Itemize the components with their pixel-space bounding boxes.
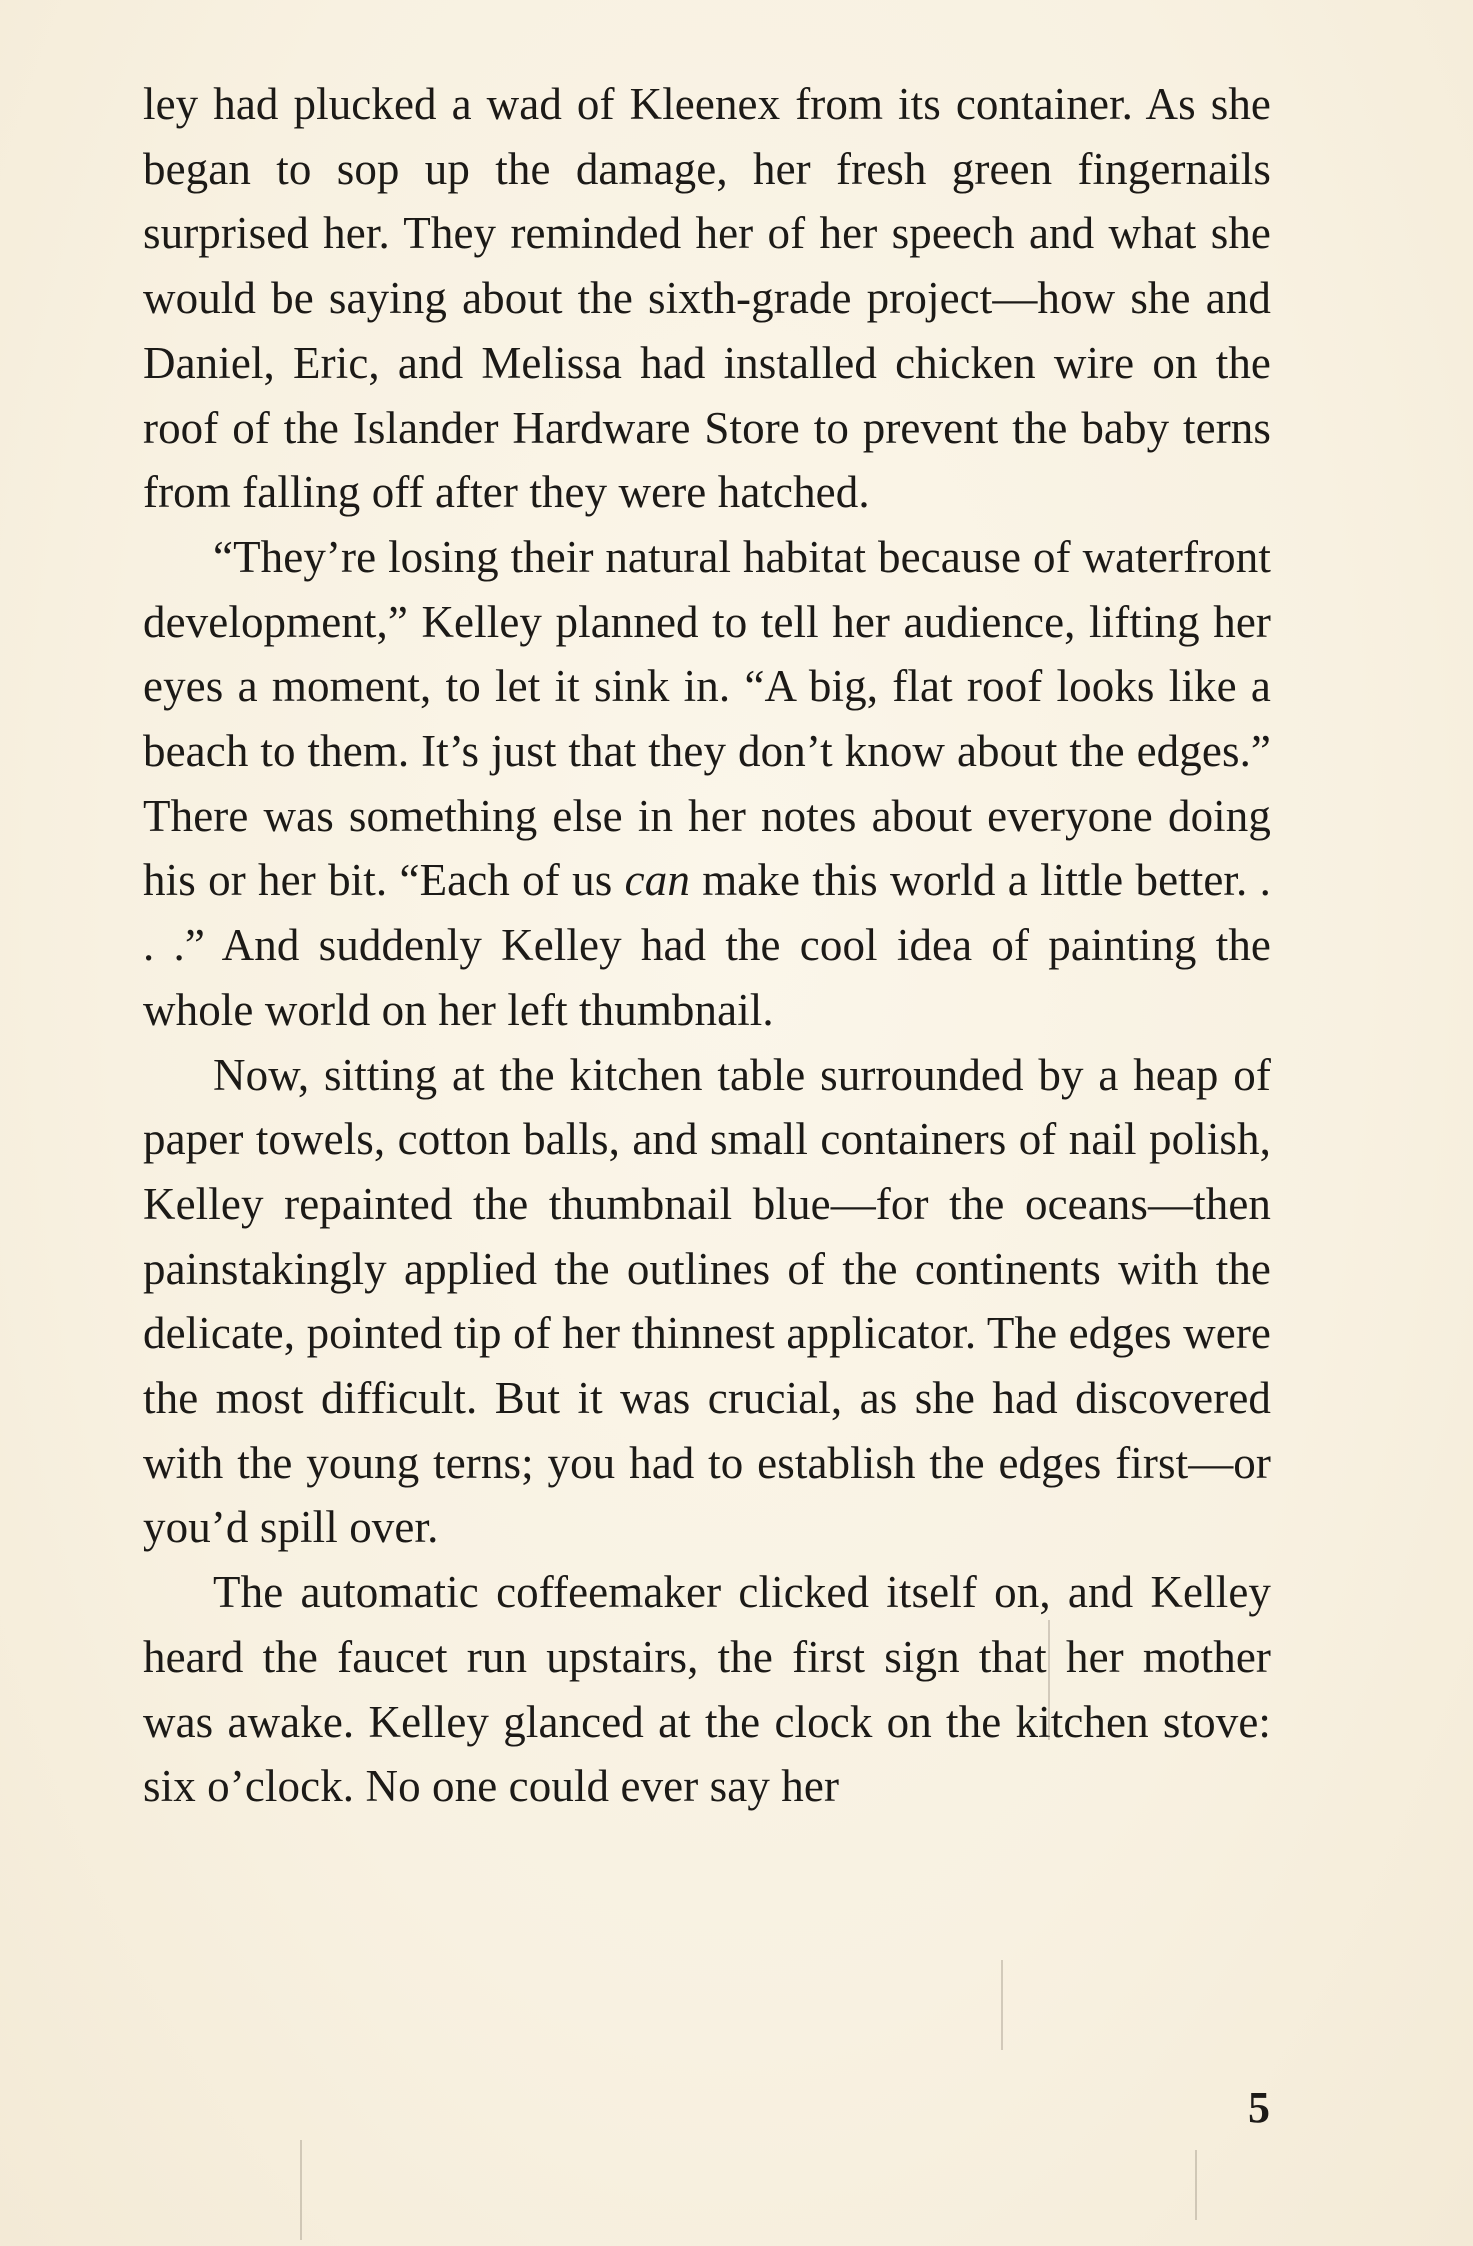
paper-scratch — [300, 2140, 302, 2240]
paragraph-2-text-start: “They’re losing their natural habitat because of waterfront development,” Kelley planned to tell her audience, lifting her eyes a moment, to let it sink in. “A big, flat roof looks like a beach to them. It’s just that they don’t know about the edges.” There was something else in her notes about everyone doing his or her bit. “Each of us — [143, 531, 1271, 906]
paragraph-2 — [143, 525, 1271, 1043]
paragraph-2-text-end: make this world a little better. . . .” And suddenly Kelley had the cool idea of painting the whole world on her left thumbnail. — [143, 855, 1271, 1035]
paragraph-3: Now, sitting at the kitchen table surrounded by a heap of paper towels, cotton balls, and small containers of nail polish, Kelley repainted the thumbnail blue—for the oceans—then painstakingly applied the outlines of the continents with the delicate, pointed tip of her thinnest applicator. The edges were the most difficult. But it was crucial, as she had discovered with the young terns; you had to establish the edges first—or you’d spill over. — [143, 1049, 1271, 1553]
paper-scratch — [1195, 2150, 1197, 2220]
paragraph-4: The automatic coffeemaker clicked itself on, and Kelley heard the faucet run upstairs, the first sign that her mother was awake. Kelley glanced at the clock on the kitchen stove: six o’clock. No one could ever say her — [143, 1567, 1271, 1812]
body-text — [143, 72, 1271, 1819]
paper-scratch — [1001, 1960, 1003, 2050]
paragraph-1: ley had plucked a wad of Kleenex from its container. As she began to sop up the damage, her fresh green fingernails surprised her. They reminded her of her speech and what she would be saying about the sixth-grade project—how she and Daniel, Eric, and Melissa had installed chicken wire on the roof of the Islander Hardware Store to prevent the baby terns from falling off after they were hatched. — [143, 79, 1271, 518]
paper-scratch — [1048, 1620, 1050, 1740]
paragraph-2-italic-word: can — [624, 855, 690, 906]
page-number: 5 — [1248, 2083, 1270, 2132]
